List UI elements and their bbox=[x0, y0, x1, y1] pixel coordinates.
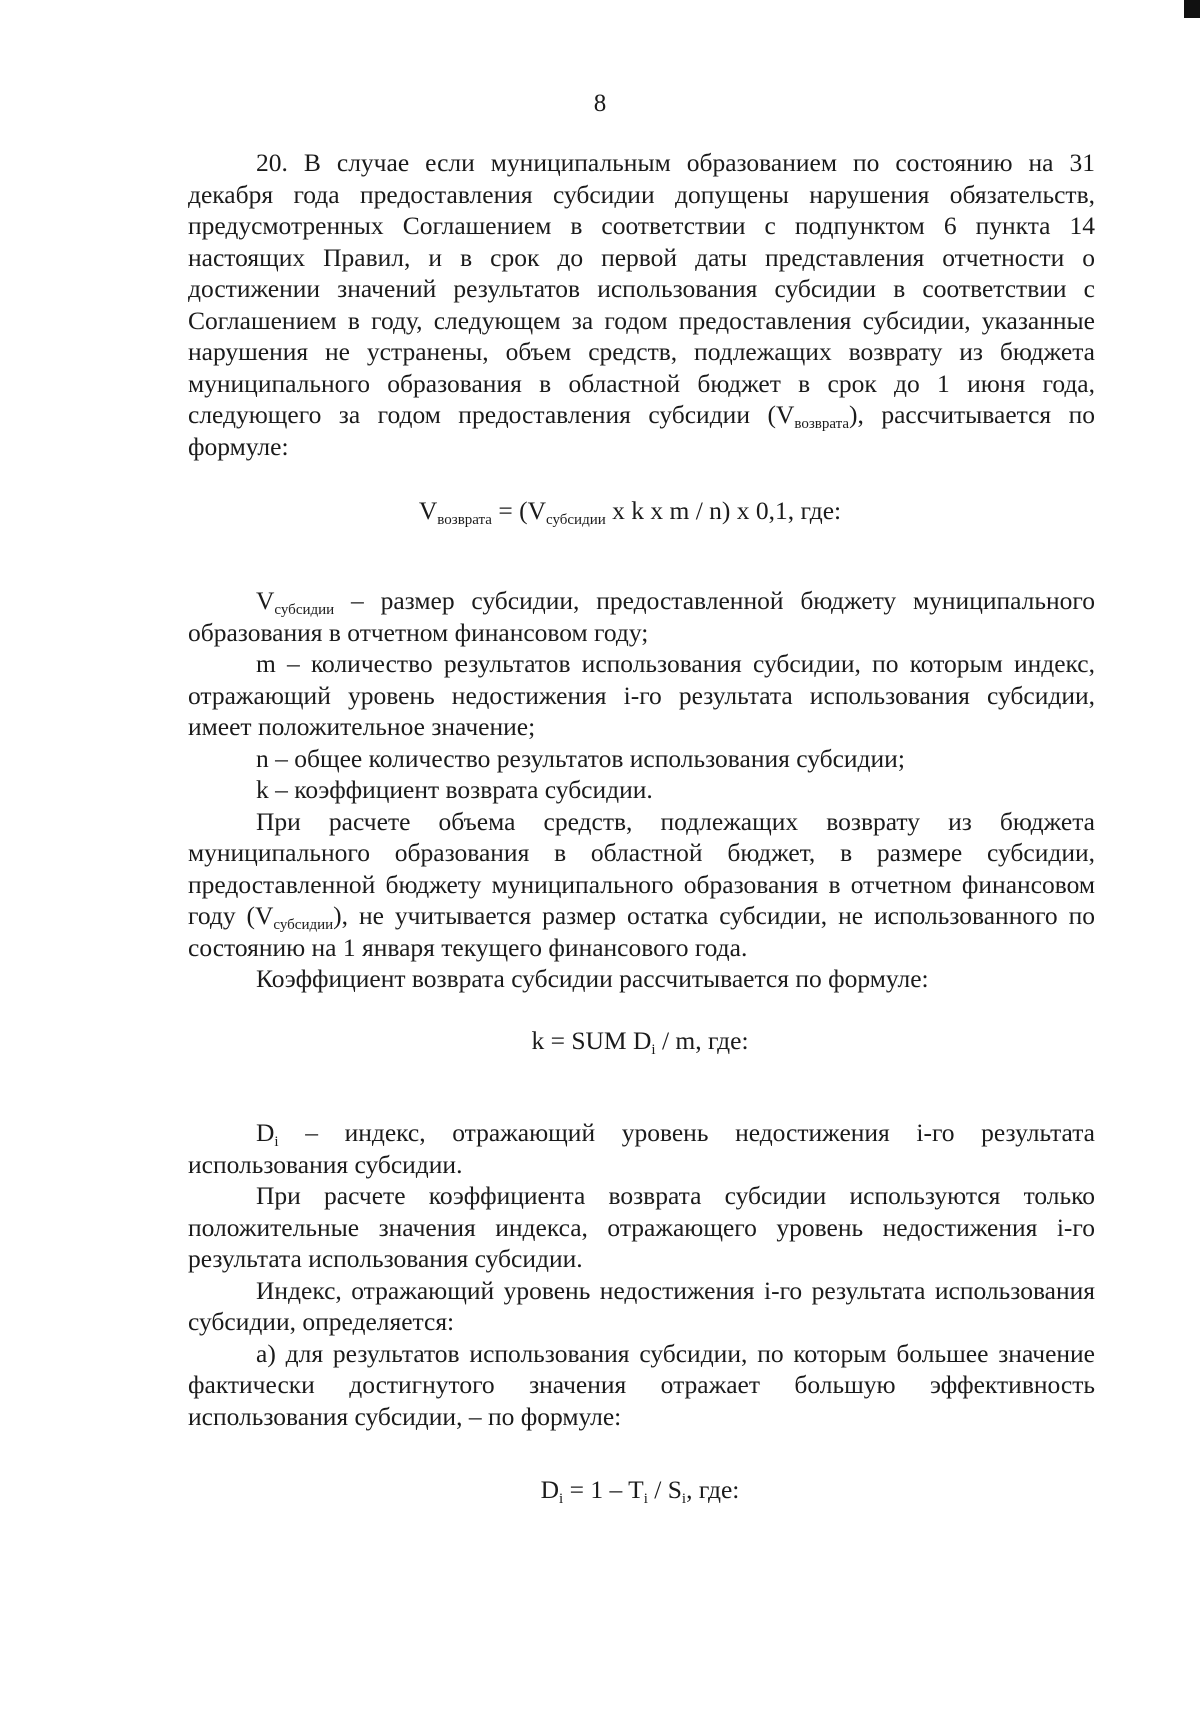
formula-part: / S bbox=[647, 1475, 682, 1504]
subscript: i bbox=[274, 1134, 279, 1150]
formula-k bbox=[40, 1025, 1200, 1056]
symbol: D bbox=[256, 1118, 275, 1147]
paragraph-index-defined: Индекс, отражающий уровень недостижения i-го результата использования субсидии, определяется: bbox=[188, 1275, 1095, 1336]
definition-k: k – коэффициент возврата субсидии. bbox=[256, 775, 653, 804]
formula-subscript: i bbox=[651, 1042, 656, 1058]
paragraph-case-a: а) для результатов использования субсидии, по которым большее значение фактически достигнутого значения отражает большую эффективность использования субсидии, – по формуле: bbox=[188, 1338, 1095, 1431]
paragraph-positive-values: При расчете коэффициента возврата субсидии используются только положительные значения индекса, отражающего уровень недостижения i-го результата использования субсидии. bbox=[188, 1181, 1095, 1273]
definition-n: n – общее количество результатов использования субсидии; bbox=[256, 743, 905, 773]
formula-subscript: возврата bbox=[437, 512, 492, 528]
paragraph-coefficient: Коэффициент возврата субсидии рассчитывается по формуле: bbox=[256, 964, 929, 993]
definition-v-subsidy bbox=[188, 585, 1095, 648]
paragraph-calculation bbox=[188, 806, 1095, 964]
formula-subscript: i bbox=[643, 1491, 648, 1507]
v-subscript: возврата bbox=[794, 416, 850, 432]
formula-part: / m, где: bbox=[655, 1026, 749, 1055]
formula-part: , где: bbox=[686, 1475, 740, 1504]
formula-part: = (V bbox=[491, 496, 546, 525]
paragraph-20 bbox=[188, 147, 1095, 462]
formula-part: D bbox=[540, 1475, 560, 1504]
paragraph-20-end: ), рассчитывается по формуле: bbox=[188, 400, 1095, 461]
formula-d bbox=[40, 1474, 1200, 1505]
formula-subscript: i bbox=[681, 1491, 687, 1507]
formula-part: x k x m / n) x 0,1, где: bbox=[605, 496, 842, 525]
symbol: V bbox=[256, 586, 275, 615]
subscript: субсидии bbox=[274, 602, 335, 618]
formula-subscript: i bbox=[559, 1491, 564, 1507]
formula-part: = 1 – T bbox=[563, 1475, 644, 1504]
formula-symbol: V bbox=[418, 496, 438, 525]
v-symbol: (V bbox=[767, 400, 795, 429]
definition-d bbox=[188, 1117, 1095, 1180]
definition-text: – индекс, отражающий уровень недостижения i-го результата использования субсидии. bbox=[188, 1118, 1095, 1179]
formula-part: k = SUM D bbox=[531, 1026, 652, 1055]
subscript: субсидии bbox=[273, 917, 334, 933]
paragraph-block-3 bbox=[188, 1117, 1095, 1432]
formula-subscript: субсидии bbox=[546, 512, 606, 528]
paragraph-20-text: 20. В случае если муниципальным образованием по состоянию на 31 декабря года предоставления субсидии допущены нарушения обязательств, предусмотренных Соглашением в соответствии с подпунктом 6 пункта 14 настоящих Правил, и в срок до первой даты представления отчетности о достижении значений результатов использования субсидии в соответствии с Соглашением в году, следующем за годом предоставления субсидии, указанные нарушения не устранены, объем средств, подлежащих возврату из бюджета муниципального образования в областной бюджет в срок до 1 июня года, следующего за годом предоставления субсидии bbox=[188, 148, 1095, 429]
paragraph-text: При расчете объема средств, подлежащих возврату из бюджета муниципального образования в областной бюджет, в размере субсидии, предоставленной бюджету муниципального образования в отчетном финансовом году (V bbox=[188, 806, 1095, 930]
definition-text: – размер субсидии, предоставленной бюджету муниципального образования в отчетном финансовом году; bbox=[188, 586, 1095, 647]
scan-edge-mark bbox=[1184, 0, 1200, 18]
formula-v-return bbox=[30, 495, 1200, 526]
paragraph-block-1 bbox=[188, 147, 1095, 462]
paragraph-block-2 bbox=[188, 585, 1095, 995]
definition-m: m – количество результатов использования субсидии, по которым индекс, отражающий уровень недостижения i-го результата использования субсидии, имеет положительное значение; bbox=[188, 649, 1095, 741]
paragraph-text: ), не учитывается размер остатка субсидии, не использованного по состоянию на 1 января текущего финансового года. bbox=[188, 901, 1095, 962]
page-number: 8 bbox=[593, 90, 607, 117]
